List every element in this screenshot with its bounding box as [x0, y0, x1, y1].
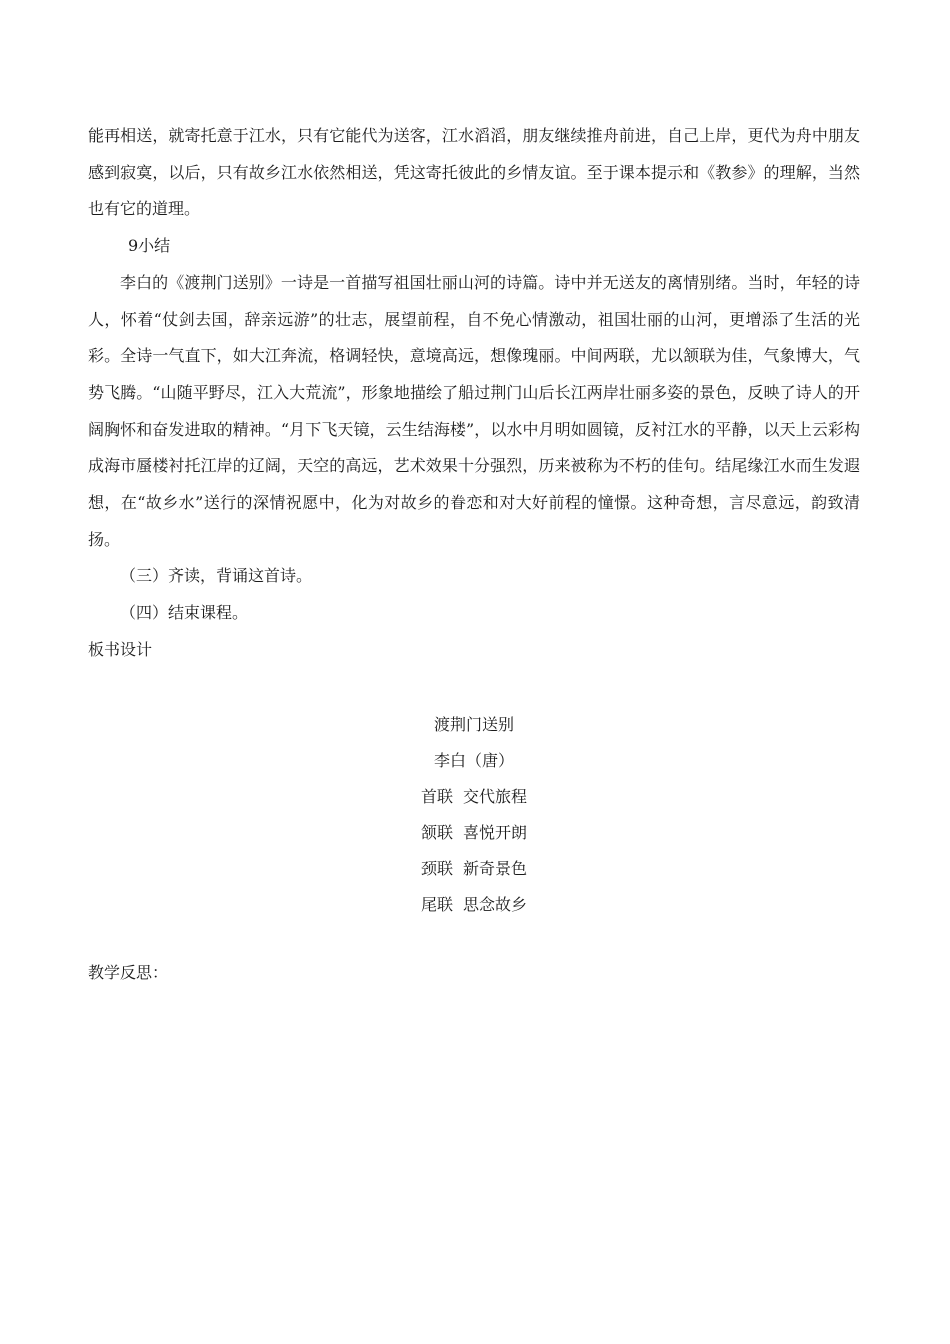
- continuation-paragraph: 能再相送，就寄托意于江水，只有它能代为送客，江水滔滔，朋友继续推舟前进，自己上岸，更代为舟中朋友感到寂寞，以后，只有故乡江水依然相送，凭这寄托彼此的乡情友谊。至于课本提示和《教参》的理解，当然也有它的道理。: [88, 126, 860, 219]
- board-row-theme: 交代旅程: [463, 787, 528, 806]
- board-author: 李白（唐）: [433, 751, 514, 770]
- step-four: （四）结束课程。: [120, 603, 249, 623]
- summary-paragraph: 李白的《渡荆门送别》一诗是一首描写祖国壮丽山河的诗篇。诗中并无送友的离情别绪。当时，年轻的诗人，怀着“仗剑去国，辞亲远游”的壮志，展望前程，自不免心情激动，祖国壮丽的山河，更增添了生活的光彩。全诗一气直下，如大江奔流，格调轻快，意境高远，想像瑰丽。中间两联，尤以颔联为佳，气象博大，气势飞腾。“山随平野尽，江入大荒流”，形象地描绘了船过荆门山后长江两岸壮丽多姿的景色，反映了诗人的开阔胸怀和奋发进取的精神。“月下飞天镜，云生结海楼”，以水中月明如圆镜，反衬江水的平静，以天上云彩构成海市蜃楼衬托江岸的辽阔，天空的高远，艺术效果十分强烈，历来被称为不朽的佳句。结尾缘江水而生发遐想，在“故乡水”送行的深情祝愿中，化为对故乡的眷恋和对大好前程的憧憬。这种奇想，言尽意远，韵致清扬。: [88, 272, 860, 549]
- summary-heading: 9小结: [128, 236, 171, 256]
- blackboard-design: [88, 707, 860, 923]
- board-row: [88, 815, 860, 851]
- teaching-reflection-label: 教学反思：: [88, 963, 169, 982]
- board-row-part: 颈联: [420, 859, 453, 878]
- board-title: 渡荆门送别: [433, 715, 514, 734]
- board-row: [88, 851, 860, 887]
- board-row-part: 颔联: [420, 823, 453, 842]
- board-design-heading: 板书设计: [88, 639, 153, 659]
- step-three: （三）齐读，背诵这首诗。: [120, 566, 313, 586]
- lesson-body: [88, 118, 860, 669]
- board-row: [88, 779, 860, 815]
- board-row-theme: 思念故乡: [463, 895, 528, 914]
- board-row-part: 首联: [420, 787, 453, 806]
- board-row: [88, 887, 860, 923]
- board-row-theme: 新奇景色: [463, 859, 528, 878]
- board-row-theme: 喜悦开朗: [463, 823, 528, 842]
- board-row-part: 尾联: [420, 895, 453, 914]
